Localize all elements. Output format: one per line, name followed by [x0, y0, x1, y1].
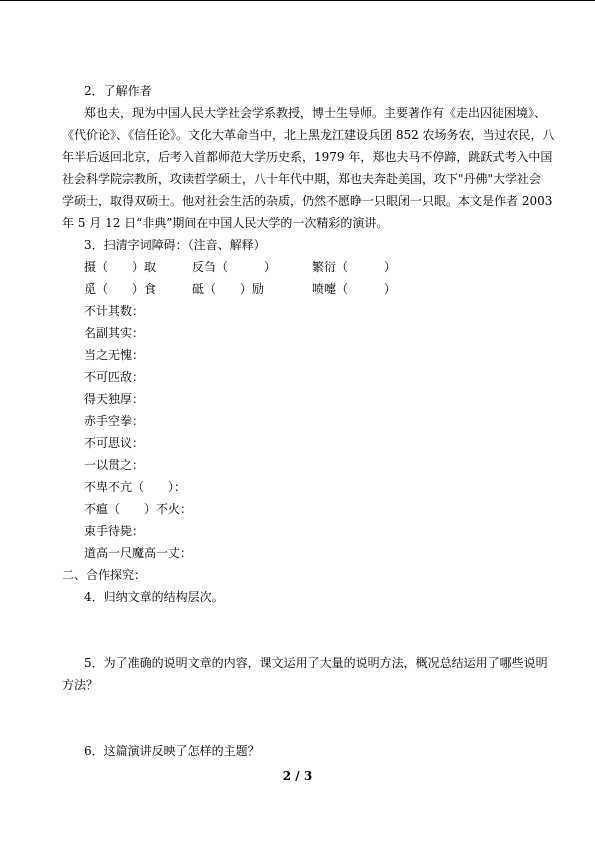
author-paragraph-line-4: 社会科学院宗教所，攻读哲学硕士，八十年代中期，郑也夫奔赴美国，攻下"丹佛"大学社会 — [62, 172, 542, 186]
fill-blank-mi: 觅（ ）食 — [84, 282, 157, 296]
idiom-item: 当之无愧： — [84, 348, 145, 362]
idiom-item: 得天独厚： — [84, 392, 145, 406]
idiom-item: 赤手空拳： — [84, 414, 145, 428]
idiom-item: 不卑不亢（ ）： — [84, 480, 187, 494]
idiom-item: 不可匹敌： — [84, 370, 145, 384]
author-paragraph-line-5: 学硕士，取得双硕士。他对社会生活的杂质，仍然不愿睁一只眼闭一只眼。本文是作者 2003 — [62, 194, 553, 208]
fill-blank-penti: 喷嚏（ ） — [312, 282, 397, 296]
idiom-item: 一以贯之： — [84, 458, 145, 472]
author-paragraph-line-6: 年 5 月 12 日“非典”期间在中国人民大学的一次精彩的演讲。 — [62, 216, 389, 230]
about-author-heading: 2．了解作者 — [84, 84, 152, 98]
question-5-line-1: 5．为了准确的说明文章的内容，课文运用了大量的说明方法，概况总结运用了哪些说明 — [84, 656, 548, 670]
author-paragraph-line-2: 《代价论》、《信任论》。文化大革命当中，北上黑龙江建设兵团 852 农场务农，当过农民，八 — [62, 128, 555, 142]
idiom-item: 束手待毙： — [84, 524, 145, 538]
author-paragraph-line-1: 郑也夫，现为中国人民大学社会学系教授，博士生导师。主要著作有《走出囚徒困境》、 — [84, 106, 547, 120]
question-5-line-2: 方法？ — [62, 678, 99, 692]
fill-blank-fanchu: 反刍（ ） — [192, 260, 277, 274]
author-paragraph-line-3: 年半后返回北京，后考入首都师范大学历史系，1979 年，郑也夫马不停蹄，跳跃式考入中国 — [62, 150, 553, 164]
fill-blank-di: 砥（ ）励 — [192, 282, 265, 296]
fill-blank-fanyan: 繁衍（ ） — [312, 260, 397, 274]
idiom-item: 不瘟（ ）不火： — [84, 502, 193, 516]
fill-blank-she: 摄（ ）取 — [84, 260, 157, 274]
idiom-item: 名副其实： — [84, 326, 145, 340]
question-4: 4．归纳文章的结构层次。 — [84, 590, 224, 604]
inquiry-heading: 二、合作探究： — [62, 568, 147, 582]
vocabulary-heading: 3．扫清字词障碍：（注音、解释） — [84, 238, 266, 252]
idiom-item: 不计其数： — [84, 304, 145, 318]
idiom-item: 道高一尺魔高一丈： — [84, 546, 193, 560]
question-6: 6．这篇演讲反映了怎样的主题？ — [84, 744, 260, 758]
page-number: 2 / 3 — [282, 769, 313, 783]
page-top-border — [0, 0, 595, 1]
idiom-item: 不可思议： — [84, 436, 145, 450]
